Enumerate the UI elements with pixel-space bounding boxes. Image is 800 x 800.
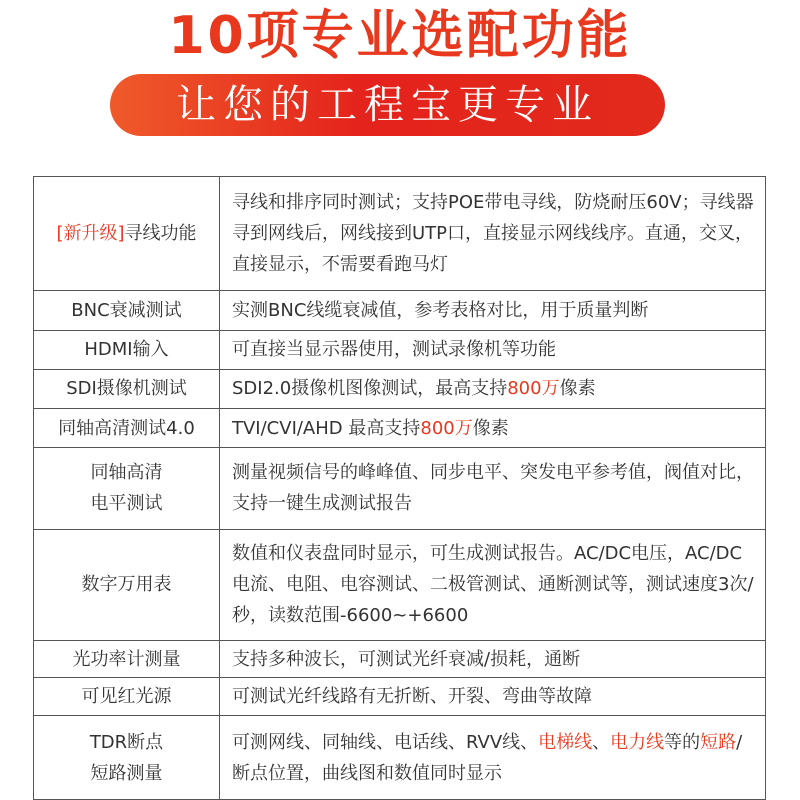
feature-cell [34,291,220,330]
feature-label: 可见红光源 [81,686,172,708]
feature-cell [34,529,220,640]
feature-label: 同轴高清 [90,462,163,484]
feature-label: 光功率计测量 [72,648,181,670]
desc-text: 可直接当显示器使用，测试录像机等功能 [232,339,556,361]
feature-cell [34,448,220,529]
table-row [34,641,766,678]
desc-cell [220,529,766,640]
feature-cell [34,409,220,448]
desc-text: 等的 [664,731,701,753]
desc-text: 实测BNC线缆衰减值，参考表格对比，用于质量判断 [232,300,649,322]
feature-cell [34,716,220,800]
feature-label: BNC衰减测试 [71,300,182,322]
feature-label: 数字万用表 [81,574,172,596]
headline-title: 10项专业选配功能 [168,6,632,66]
feature-label: TDR断点 [89,731,164,753]
highlight-text: 电力线 [610,731,665,753]
feature-label: 电平测试 [90,493,163,515]
table-row [34,409,766,448]
table-row [34,177,766,291]
feature-cell [34,369,220,408]
desc-cell [220,641,766,678]
desc-cell [220,291,766,330]
feature-table [33,176,766,800]
desc-cell [220,448,766,529]
feature-label: 同轴高清测试4.0 [58,417,195,439]
desc-text: TVI/CVI/AHD 最高支持 [232,417,421,439]
table-row [34,369,766,408]
feature-cell [34,678,220,716]
highlight-text: 电梯线 [538,731,593,753]
desc-text: /断点位置，曲线图和数值同时显示 [232,731,743,784]
feature-label: 寻线功能 [124,223,197,245]
desc-text: 、 [592,731,611,753]
desc-text: 测量视频信号的峰峰值、同步电平、突发电平参考值，阀值对比，支持一键生成测试报告 [232,462,754,515]
feature-cell [34,177,220,291]
desc-cell [220,716,766,800]
upgrade-tag: [新升级] [56,223,125,245]
desc-cell [220,678,766,716]
desc-text: 支持多种波长，可测试光纤衰减/损耗，通断 [232,648,581,670]
table-row [34,291,766,330]
feature-cell [34,330,220,369]
desc-text: 可测网线、同轴线、电话线、RVV线、 [232,731,539,753]
feature-label: HDMI输入 [84,339,169,361]
table-row [34,529,766,640]
desc-text: 数值和仪表盘同时显示，可生成测试报告。AC/DC电压，AC/DC电流、电阻、电容测试、二极管测试、通断测试等，测试速度3次/秒，读数范围-6600~+6600 [232,543,754,627]
desc-cell [220,409,766,448]
desc-text: 寻线和排序同时测试；支持POE带电寻线，防烧耐压60V；寻线器寻到网线后，网线接到UTP口，直接显示网线线序。直通，交叉，直接显示，不需要看跑马灯 [232,192,754,276]
feature-label: 短路测量 [90,762,163,784]
desc-text: 像素 [472,417,509,439]
desc-text: 可测试光纤线路有无折断、开裂、弯曲等故障 [232,686,592,708]
highlight-text: 800万 [420,417,473,439]
table-row [34,678,766,716]
table-row [34,716,766,800]
feature-label: SDI摄像机测试 [66,378,187,400]
table-row [34,448,766,529]
subtitle-banner: 让您的工程宝更专业 [110,74,665,136]
desc-cell [220,330,766,369]
highlight-text: 800万 [507,378,560,400]
desc-text: SDI2.0摄像机图像测试，最高支持 [232,378,508,400]
desc-text: 像素 [559,378,596,400]
feature-cell [34,641,220,678]
highlight-text: 短路 [700,731,737,753]
desc-cell [220,177,766,291]
table-row [34,330,766,369]
desc-cell [220,369,766,408]
